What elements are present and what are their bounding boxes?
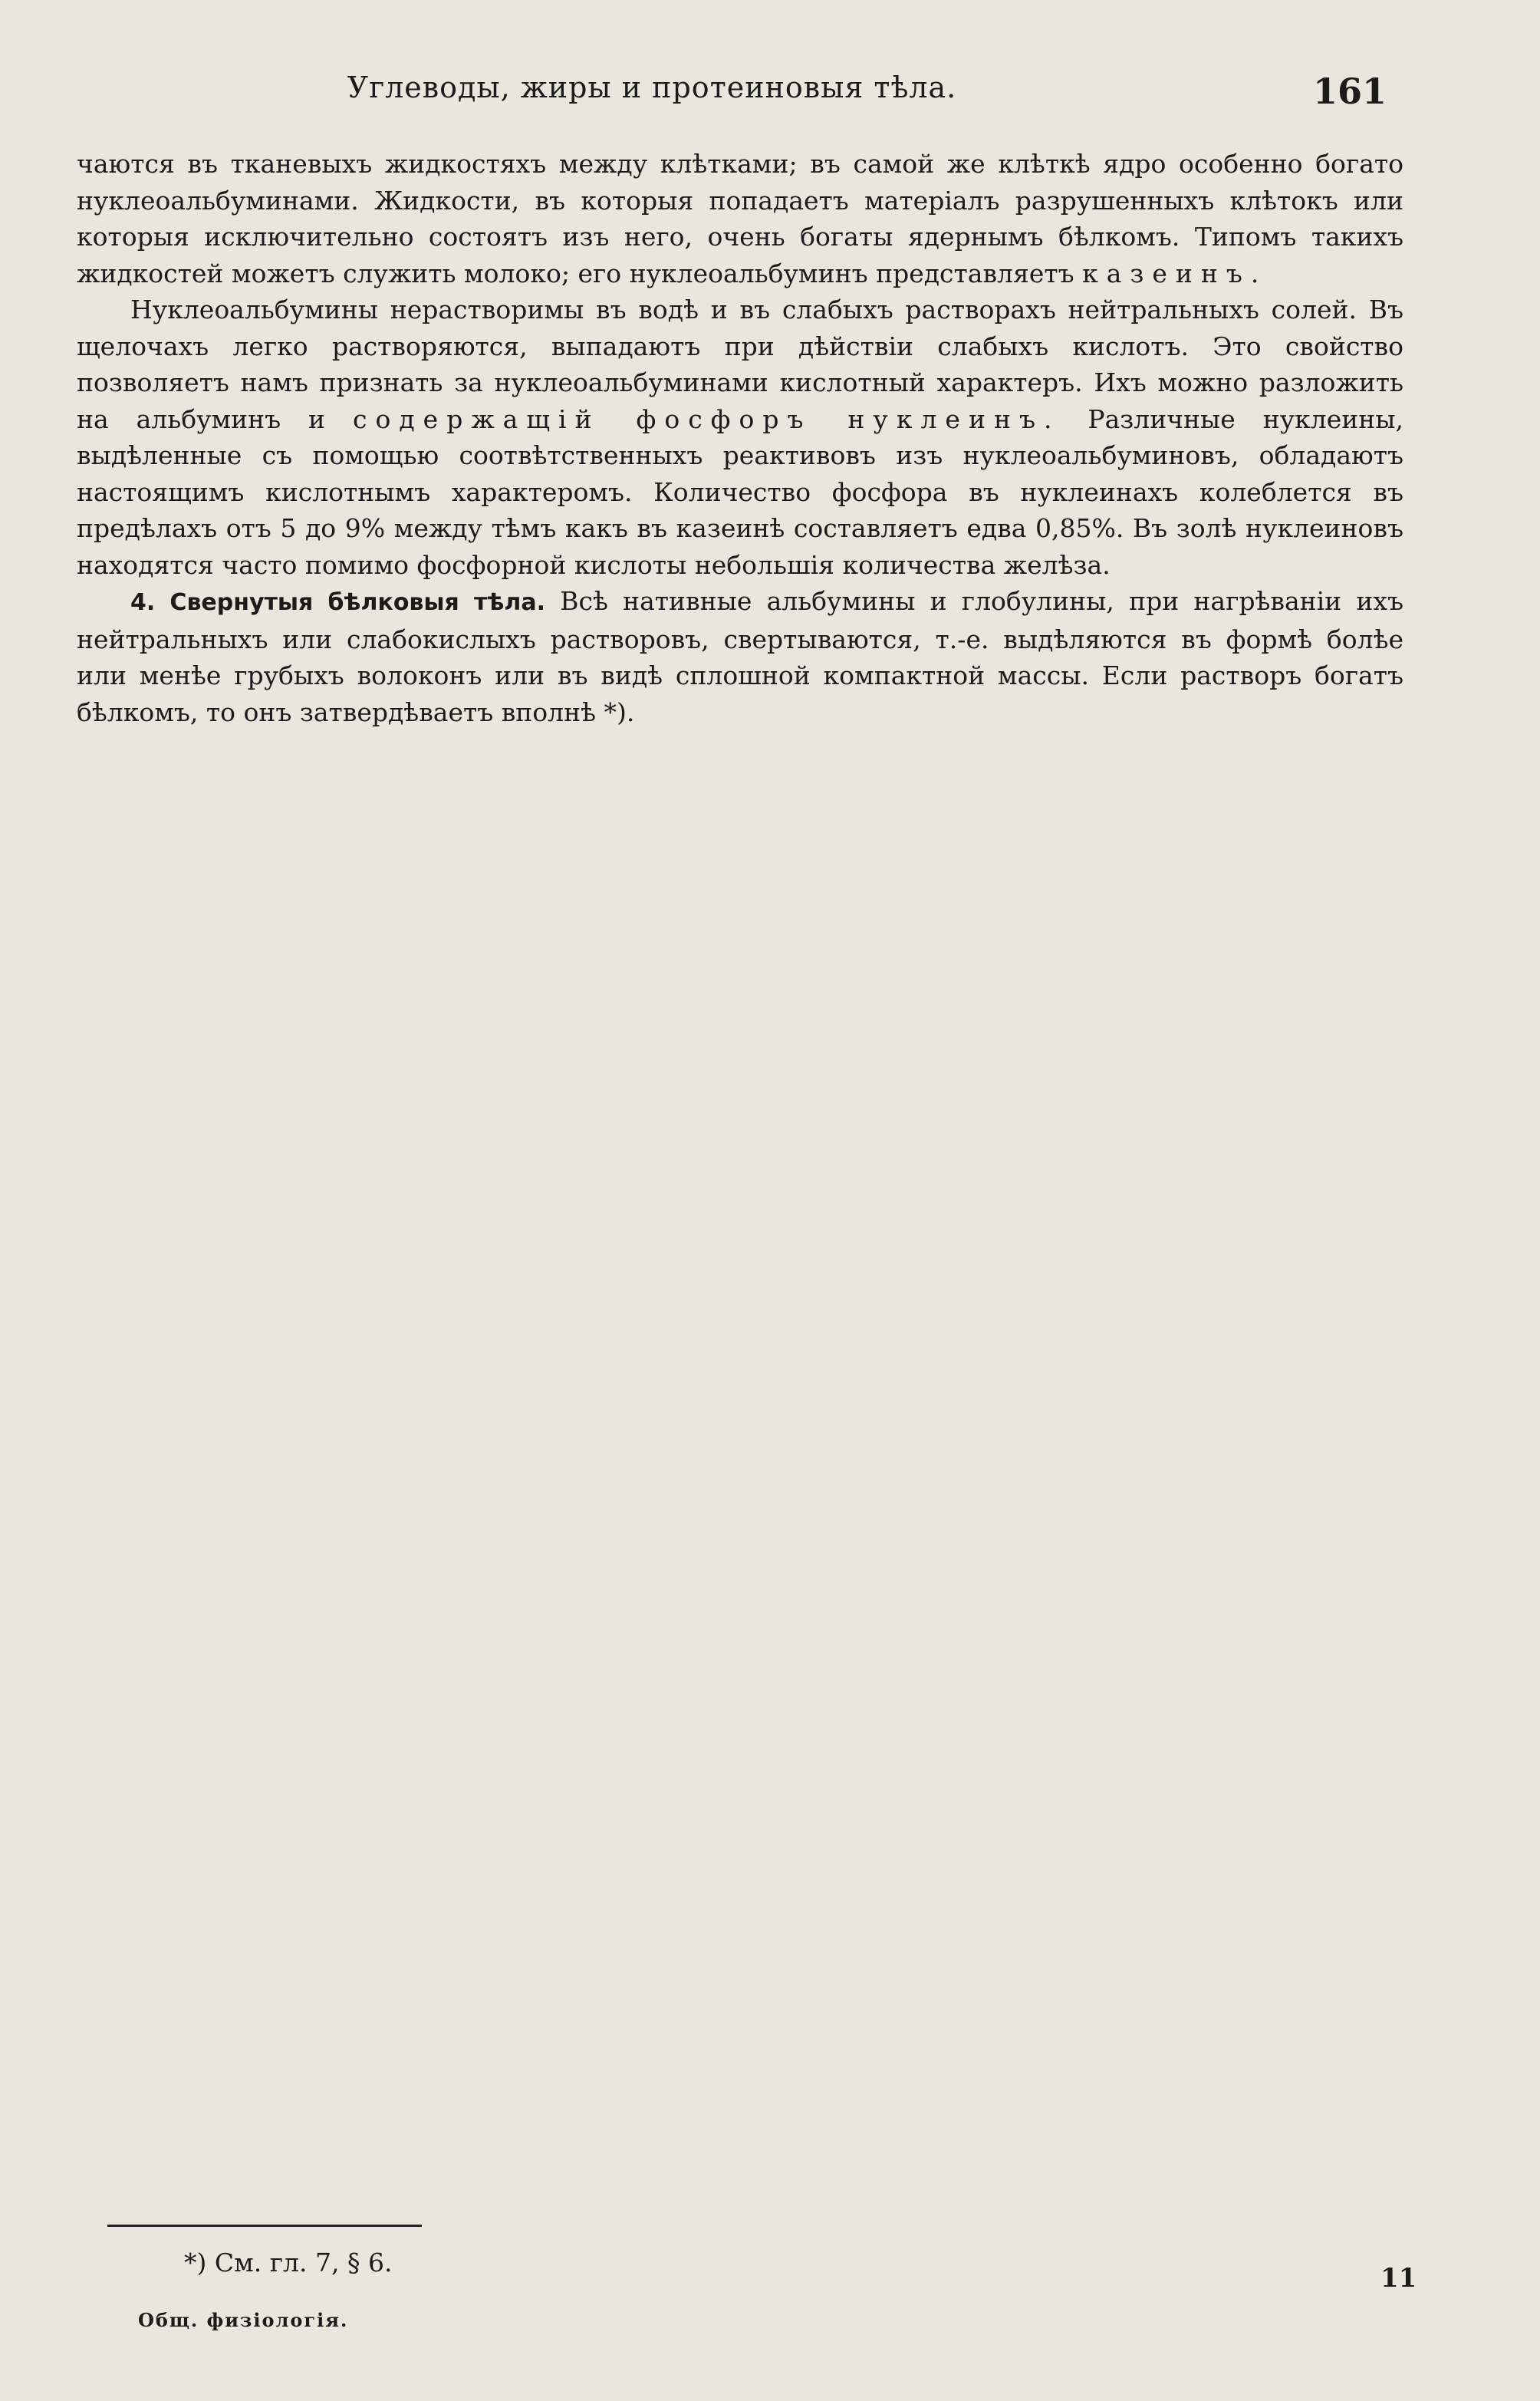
paragraph-text: Всѣ нативные альбумины и глобулины, при нагрѣваніи ихъ нейтральныхъ или слабокислыхъ растворовъ, свертываются, т.-е. выдѣляются въ формѣ болѣе или менѣе грубыхъ волоконъ или въ видѣ сплошной компактной массы. Если растворъ богатъ бѣлкомъ, то онъ затвердѣваетъ вполнѣ *). xyxy=(77,586,1403,727)
section-heading: 4. Свернутыя бѣлковыя тѣла. xyxy=(130,589,546,616)
sheet-number: 11 xyxy=(1380,2263,1417,2294)
section-paragraph xyxy=(77,583,1403,730)
footnote-divider xyxy=(107,2225,422,2227)
page-number: 161 xyxy=(1312,71,1387,112)
paragraph-text: Нуклеоальбумины нерастворимы въ водѣ и въ слабыхъ растворахъ нейтральныхъ солей. Въ щелочахъ легко растворяются, выпадаютъ при дѣйствіи слабыхъ кислотъ. Это свойство позволяетъ намъ признать за нуклеоальбуминами кислотный характеръ. Ихъ можно разложить на альбуминъ и xyxy=(77,295,1403,434)
paragraph xyxy=(77,146,1403,291)
printer-signature: Общ. физіологія. xyxy=(138,2309,349,2331)
body-text xyxy=(77,146,1403,730)
spaced-term: казеинъ. xyxy=(1082,258,1268,288)
paragraph-text: Различные нуклеины, выдѣленные съ помощью соотвѣтственныхъ реактивовъ изъ нуклеоальбуминовъ, обладаютъ настоящимъ кислотнымъ характеромъ. Количество фосфора въ нуклеинахъ колеблется въ предѣлахъ отъ 5 до 9% между тѣмъ какъ въ казеинѣ составляетъ едва 0,85%. Въ золѣ нуклеиновъ находятся часто помимо фосфорной кислоты небольшія количества желѣза. xyxy=(77,403,1404,580)
spaced-term: содержащій фосфоръ нуклеинъ. xyxy=(353,403,1061,434)
running-header-title: Углеводы, жиры и протеиновыя тѣла. xyxy=(347,71,957,104)
paragraph xyxy=(77,291,1403,583)
footnote: *) См. гл. 7, § 6. xyxy=(184,2248,393,2277)
paragraph-text: чаются въ тканевыхъ жидкостяхъ между клѣтками; въ самой же клѣткѣ ядро особенно богато нуклеоальбуминами. Жидкости, въ которыя попадаетъ матеріалъ разрушенныхъ клѣтокъ или которыя исключительно состоятъ изъ него, очень богаты ядернымъ бѣлкомъ. Типомъ такихъ жидкостей можетъ служить молоко; его нуклеоальбуминъ представляетъ xyxy=(77,149,1403,288)
